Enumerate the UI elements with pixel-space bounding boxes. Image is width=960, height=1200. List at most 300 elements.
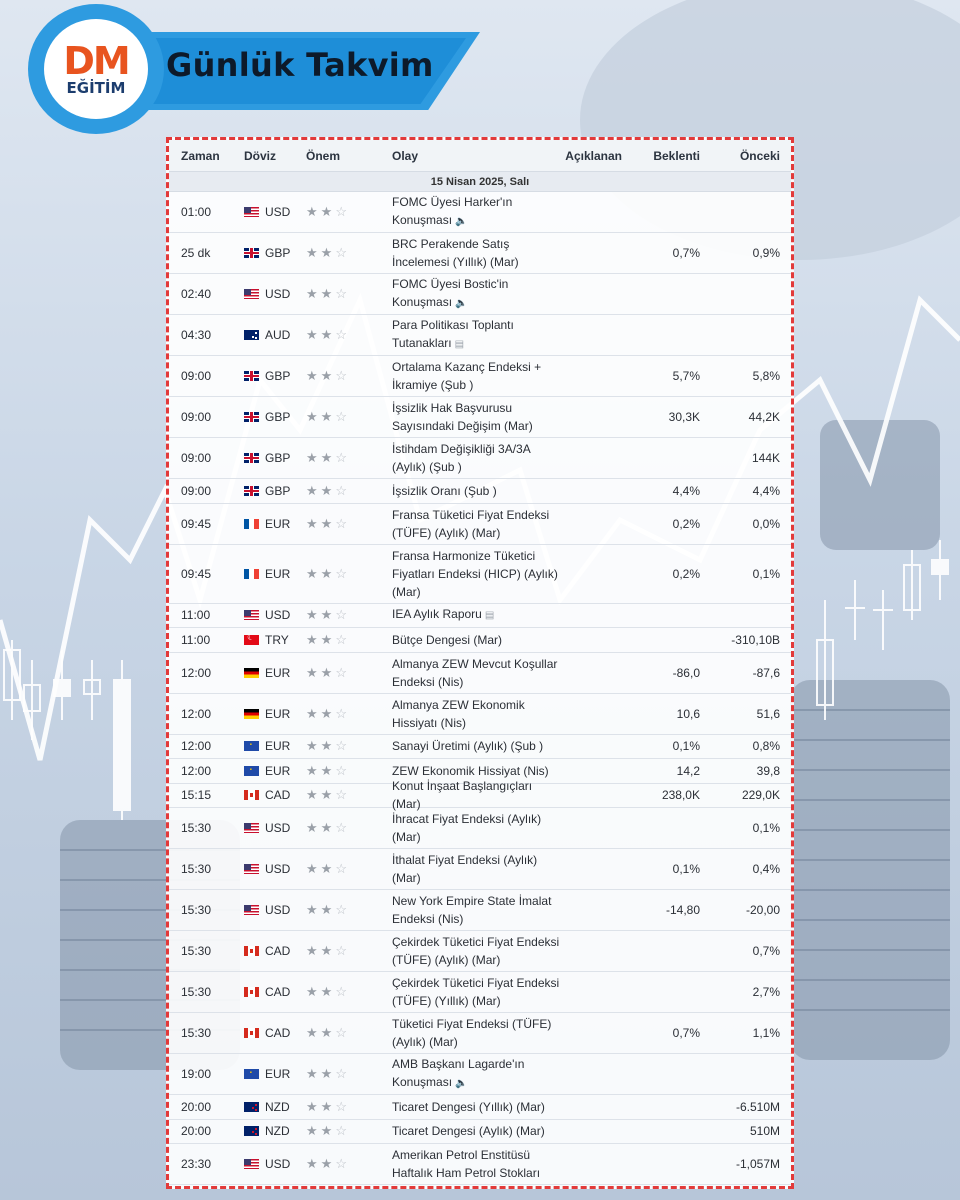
star-empty-icon: ☆ — [335, 482, 347, 498]
event-name[interactable] — [392, 737, 562, 755]
event-title[interactable]: Çekirdek Tüketici Fiyat Endeksi (TÜFE) (Yıllık) (Mar) — [392, 976, 560, 1008]
event-title[interactable]: İşsizlik Hak Başvurusu Sayısındaki Değişim (Mar) — [392, 401, 533, 433]
event-expected: 0,7% — [672, 246, 700, 260]
table-row[interactable] — [169, 1054, 791, 1095]
logo-egitim-text: EĞİTİM — [66, 79, 126, 97]
event-name[interactable] — [392, 358, 562, 394]
event-expected: 0,2% — [672, 566, 700, 581]
importance-stars — [306, 706, 392, 722]
event-expected: 0,1% — [672, 862, 700, 876]
table-row[interactable] — [169, 504, 791, 545]
usd-flag-icon — [244, 1159, 259, 1169]
star-empty-icon: ☆ — [335, 664, 347, 680]
star-filled-icon: ★ — [306, 327, 318, 342]
event-currency — [244, 633, 306, 647]
table-row[interactable] — [169, 233, 791, 274]
header-expected: Beklenti — [653, 148, 700, 163]
importance-stars — [306, 1066, 392, 1082]
event-currency — [244, 707, 306, 721]
event-currency — [244, 410, 306, 424]
importance-stars — [306, 327, 392, 343]
eu-flag-icon — [244, 1069, 259, 1079]
header-time: Zaman — [181, 148, 220, 163]
event-title[interactable]: Amerikan Petrol Enstitüsü Haftalık Ham Petrol Stokları — [392, 1148, 541, 1180]
table-row[interactable] — [169, 1120, 791, 1145]
event-name[interactable] — [392, 1055, 562, 1093]
event-currency — [244, 567, 306, 581]
cad-flag-icon — [244, 1028, 259, 1038]
star-filled-icon: ★ — [306, 1025, 318, 1040]
star-filled-icon: ★ — [306, 565, 318, 581]
table-row[interactable] — [169, 694, 791, 735]
gbp-flag-icon — [244, 486, 259, 496]
event-name[interactable] — [392, 316, 562, 354]
star-filled-icon: ★ — [306, 861, 318, 876]
event-name[interactable] — [392, 933, 562, 969]
event-previous: -1,057M — [735, 1157, 780, 1171]
event-currency — [244, 944, 306, 958]
importance-stars — [306, 1025, 392, 1041]
event-name[interactable] — [392, 1146, 562, 1182]
table-row[interactable] — [169, 972, 791, 1013]
table-row[interactable] — [169, 628, 791, 653]
table-row[interactable] — [169, 1144, 791, 1185]
event-currency — [244, 788, 306, 802]
cad-flag-icon — [244, 790, 259, 800]
star-filled-icon: ★ — [320, 738, 333, 754]
table-row[interactable] — [169, 545, 791, 604]
logo-dm-text: DM — [63, 39, 129, 83]
logo — [44, 19, 148, 119]
star-filled-icon: ★ — [320, 1098, 333, 1114]
usd-flag-icon — [244, 289, 259, 299]
table-row[interactable] — [169, 931, 791, 972]
event-previous: 0,0% — [752, 516, 780, 531]
event-name[interactable] — [392, 1122, 562, 1140]
star-empty-icon: ☆ — [335, 820, 347, 835]
event-name[interactable] — [392, 235, 562, 271]
event-expected: -14,80 — [665, 903, 700, 917]
event-previous: -6.510M — [735, 1099, 780, 1114]
event-name[interactable] — [392, 851, 562, 887]
event-title[interactable]: Çekirdek Tüketici Fiyat Endeksi (TÜFE) (Aylık) (Mar) — [392, 935, 560, 967]
currency-code: USD — [265, 862, 291, 876]
event-title[interactable]: New York Empire State İmalat Endeksi (Nis) — [392, 894, 552, 926]
event-name[interactable] — [392, 547, 562, 601]
event-previous: 4,4% — [752, 483, 780, 498]
event-currency — [244, 517, 306, 531]
importance-stars — [306, 204, 392, 220]
event-time: 12:00 — [181, 706, 212, 721]
event-title[interactable]: AMB Başkanı Lagarde'ın Konuşması — [392, 1057, 525, 1089]
table-row[interactable] — [169, 604, 791, 629]
cad-flag-icon — [244, 987, 259, 997]
importance-stars — [306, 1156, 392, 1172]
star-filled-icon: ★ — [306, 450, 318, 465]
speaker-icon: 🔈 — [455, 1078, 468, 1089]
star-filled-icon: ★ — [320, 286, 333, 301]
event-expected: 0,2% — [672, 516, 700, 531]
event-previous: 44,2K — [748, 410, 780, 424]
event-name[interactable] — [392, 810, 562, 846]
event-time: 15:30 — [181, 985, 212, 999]
header-importance: Önem — [306, 148, 341, 163]
importance-stars — [306, 566, 392, 582]
star-empty-icon: ☆ — [335, 902, 347, 917]
star-empty-icon: ☆ — [335, 1025, 347, 1040]
importance-stars — [306, 516, 392, 532]
star-filled-icon: ★ — [306, 1066, 318, 1081]
event-time: 15:30 — [181, 821, 212, 835]
event-time: 25 dk — [181, 246, 211, 260]
star-filled-icon: ★ — [306, 368, 318, 383]
event-name[interactable] — [392, 892, 562, 928]
event-title[interactable]: Ortalama Kazanç Endeksi + İkramiye (Şub ) — [392, 360, 542, 392]
star-filled-icon: ★ — [306, 409, 318, 424]
star-filled-icon: ★ — [320, 664, 333, 680]
event-name[interactable] — [392, 275, 562, 313]
event-name[interactable] — [392, 440, 562, 476]
economic-calendar-table — [166, 137, 794, 1189]
event-title[interactable]: Ticaret Dengesi (Aylık) (Mar) — [392, 1124, 545, 1139]
event-title[interactable]: IEA Aylık Raporu — [392, 607, 482, 622]
event-time: 20:00 — [181, 1099, 212, 1114]
document-icon: ▤ — [484, 610, 495, 622]
currency-code: EUR — [265, 665, 291, 680]
star-filled-icon: ★ — [320, 515, 333, 531]
event-title[interactable]: İthalat Fiyat Endeksi (Aylık) (Mar) — [392, 853, 538, 885]
currency-code: TRY — [265, 632, 289, 647]
event-previous: 2,7% — [752, 985, 780, 999]
event-time: 15:30 — [181, 944, 212, 958]
star-filled-icon: ★ — [320, 820, 333, 835]
event-title[interactable]: Sanayi Üretimi (Aylık) (Şub ) — [392, 739, 544, 754]
star-filled-icon: ★ — [320, 204, 333, 219]
cad-flag-icon — [244, 946, 259, 956]
star-filled-icon: ★ — [320, 762, 333, 778]
star-filled-icon: ★ — [306, 607, 318, 623]
page-title: Günlük Takvim — [166, 46, 434, 84]
event-time: 01:00 — [181, 205, 212, 219]
star-filled-icon: ★ — [306, 705, 318, 721]
importance-stars — [306, 607, 392, 623]
speaker-icon: 🔈 — [455, 298, 468, 309]
table-row[interactable] — [169, 438, 791, 479]
currency-code: GBP — [265, 369, 291, 383]
star-empty-icon: ☆ — [335, 409, 347, 424]
header-event: Olay — [392, 148, 419, 163]
event-currency — [244, 451, 306, 465]
importance-stars — [306, 409, 392, 425]
event-name[interactable] — [392, 399, 562, 435]
event-expected: 14,2 — [676, 763, 700, 778]
star-empty-icon: ☆ — [335, 286, 347, 301]
star-filled-icon: ★ — [320, 1123, 333, 1139]
star-filled-icon: ★ — [320, 1156, 333, 1171]
event-previous: 0,9% — [752, 246, 780, 260]
event-time: 15:15 — [181, 788, 212, 803]
event-title[interactable]: Ticaret Dengesi (Yıllık) (Mar) — [392, 1099, 545, 1114]
star-empty-icon: ☆ — [335, 1123, 347, 1139]
currency-code: CAD — [265, 944, 291, 958]
star-filled-icon: ★ — [306, 286, 318, 301]
importance-stars — [306, 984, 392, 1000]
event-currency — [244, 1157, 306, 1171]
star-empty-icon: ☆ — [335, 631, 347, 647]
star-filled-icon: ★ — [320, 607, 333, 623]
star-filled-icon: ★ — [306, 902, 318, 917]
star-filled-icon: ★ — [320, 1025, 333, 1040]
event-title[interactable]: Almanya ZEW Mevcut Koşullar Endeksi (Nis) — [392, 656, 558, 689]
currency-code: USD — [265, 1157, 291, 1171]
table-row[interactable] — [169, 1095, 791, 1120]
star-filled-icon: ★ — [306, 984, 318, 999]
date-row: 15 Nisan 2025, Salı — [169, 172, 791, 192]
event-title[interactable]: FOMC Üyesi Harker'ın Konuşması — [392, 195, 513, 227]
star-empty-icon: ☆ — [335, 705, 347, 721]
currency-code: GBP — [265, 246, 291, 260]
importance-stars — [306, 820, 392, 836]
speaker-icon: 🔈 — [455, 216, 468, 227]
star-filled-icon: ★ — [306, 943, 318, 958]
event-expected: 238,0K — [661, 788, 700, 803]
event-name[interactable] — [392, 696, 562, 732]
importance-stars — [306, 1123, 392, 1139]
star-empty-icon: ☆ — [335, 245, 347, 260]
event-currency — [244, 739, 306, 753]
event-name[interactable] — [392, 777, 562, 813]
importance-stars — [306, 1099, 392, 1115]
event-time: 19:00 — [181, 1067, 212, 1081]
event-previous: 229,0K — [741, 788, 780, 803]
event-name[interactable] — [392, 506, 562, 542]
event-time: 09:00 — [181, 369, 212, 383]
star-filled-icon: ★ — [306, 1156, 318, 1171]
event-time: 09:00 — [181, 483, 212, 498]
event-currency — [244, 1067, 306, 1081]
eu-flag-icon — [244, 766, 259, 776]
usd-flag-icon — [244, 864, 259, 874]
table-header — [169, 140, 791, 172]
event-time: 15:30 — [181, 903, 212, 917]
currency-code: USD — [265, 205, 291, 219]
fr-flag-icon — [244, 519, 259, 529]
gbp-flag-icon — [244, 453, 259, 463]
usd-flag-icon — [244, 823, 259, 833]
event-previous: 51,6 — [756, 706, 780, 721]
event-currency — [244, 903, 306, 917]
header-currency: Döviz — [244, 148, 277, 163]
event-title[interactable]: Fransa Tüketici Fiyat Endeksi (TÜFE) (Aylık) (Mar) — [392, 507, 550, 540]
star-empty-icon: ☆ — [335, 1098, 347, 1114]
currency-code: EUR — [265, 739, 291, 754]
star-empty-icon: ☆ — [335, 762, 347, 778]
event-title[interactable]: İstihdam Değişikliği 3A/3A (Aylık) (Şub ) — [392, 442, 531, 474]
importance-stars — [306, 368, 392, 384]
star-filled-icon: ★ — [306, 738, 318, 754]
eu-flag-icon — [244, 741, 259, 751]
gbp-flag-icon — [244, 248, 259, 258]
event-previous: 5,8% — [752, 369, 780, 383]
event-currency — [244, 821, 306, 835]
star-empty-icon: ☆ — [335, 738, 347, 754]
event-expected: 30,3K — [668, 410, 700, 424]
event-name[interactable] — [392, 1098, 562, 1116]
star-filled-icon: ★ — [320, 705, 333, 721]
star-filled-icon: ★ — [306, 204, 318, 219]
event-name[interactable] — [392, 1015, 562, 1051]
nzd-flag-icon — [244, 1102, 259, 1112]
event-expected: 10,6 — [676, 706, 700, 721]
event-title[interactable]: ZEW Ekonomik Hissiyat (Nis) — [392, 763, 549, 778]
logo-badge — [28, 4, 164, 134]
event-title[interactable]: BRC Perakende Satış İncelemesi (Yıllık) (Mar) — [392, 237, 519, 269]
event-title[interactable]: İhracat Fiyat Endeksi (Aylık) (Mar) — [392, 812, 542, 844]
aud-flag-icon — [244, 330, 259, 340]
event-previous: 1,1% — [752, 1026, 780, 1040]
table-row[interactable] — [169, 192, 791, 233]
event-time: 11:00 — [181, 608, 211, 623]
table-row[interactable] — [169, 1013, 791, 1054]
event-title[interactable]: Fransa Harmonize Tüketici Fiyatları Endeksi (HICP) (Aylık) (Mar) — [392, 548, 558, 599]
event-previous: -87,6 — [752, 665, 780, 680]
event-title[interactable]: Tüketici Fiyat Endeksi (TÜFE) (Aylık) (Mar) — [392, 1017, 552, 1049]
importance-stars — [306, 787, 392, 803]
currency-code: AUD — [265, 328, 291, 342]
currency-code: USD — [265, 821, 291, 835]
star-filled-icon: ★ — [320, 450, 333, 465]
star-filled-icon: ★ — [320, 943, 333, 958]
currency-code: NZD — [265, 1124, 290, 1139]
currency-code: NZD — [265, 1099, 290, 1114]
table-row[interactable] — [169, 397, 791, 438]
event-name[interactable] — [392, 193, 562, 231]
star-empty-icon: ☆ — [335, 861, 347, 876]
star-filled-icon: ★ — [320, 631, 333, 647]
event-name[interactable] — [392, 655, 562, 691]
event-previous: 144K — [751, 451, 780, 465]
star-filled-icon: ★ — [320, 245, 333, 260]
event-time: 09:45 — [181, 516, 212, 531]
currency-code: GBP — [265, 451, 291, 465]
star-empty-icon: ☆ — [335, 607, 347, 623]
importance-stars — [306, 286, 392, 302]
event-expected: 0,7% — [672, 1026, 700, 1040]
event-currency — [244, 205, 306, 219]
event-time: 20:00 — [181, 1124, 212, 1139]
event-expected: 4,4% — [672, 483, 700, 498]
importance-stars — [306, 483, 392, 499]
title-banner — [110, 32, 480, 110]
table-row[interactable] — [169, 274, 791, 315]
star-filled-icon: ★ — [306, 1098, 318, 1114]
table-row[interactable] — [169, 479, 791, 504]
event-time: 12:00 — [181, 739, 212, 754]
importance-stars — [306, 763, 392, 779]
event-time: 09:45 — [181, 566, 212, 581]
event-currency — [244, 287, 306, 301]
star-filled-icon: ★ — [306, 664, 318, 680]
event-previous: -20,00 — [745, 903, 780, 917]
star-empty-icon: ☆ — [335, 1156, 347, 1171]
event-title[interactable]: İşsizlik Oranı (Şub ) — [392, 483, 497, 498]
event-title[interactable]: Almanya ZEW Ekonomik Hissiyatı (Nis) — [392, 697, 525, 730]
event-previous: 0,8% — [752, 739, 780, 754]
event-title[interactable]: Para Politikası Toplantı Tutanakları — [392, 318, 514, 350]
event-currency — [244, 484, 306, 498]
table-body — [169, 192, 791, 1185]
table-row[interactable] — [169, 890, 791, 931]
header-previous: Önceki — [739, 148, 780, 163]
event-previous: 0,1% — [752, 821, 780, 835]
table-row[interactable] — [169, 735, 791, 760]
currency-code: EUR — [265, 763, 291, 778]
table-row[interactable] — [169, 653, 791, 694]
star-empty-icon: ☆ — [335, 565, 347, 581]
event-currency — [244, 1100, 306, 1114]
currency-code: CAD — [265, 1026, 291, 1040]
currency-code: USD — [265, 608, 291, 623]
event-previous: 510M — [749, 1124, 780, 1139]
event-title[interactable]: Bütçe Dengesi (Mar) — [392, 632, 503, 647]
event-name[interactable] — [392, 974, 562, 1010]
event-title[interactable]: Konut İnşaat Başlangıçları (Mar) — [392, 779, 533, 812]
importance-stars — [306, 632, 392, 648]
event-title[interactable]: FOMC Üyesi Bostic'in Konuşması — [392, 277, 509, 309]
star-filled-icon: ★ — [306, 515, 318, 531]
table-row[interactable] — [169, 315, 791, 356]
event-previous: -310,10B — [731, 632, 780, 647]
star-empty-icon: ☆ — [335, 515, 347, 531]
table-row[interactable] — [169, 808, 791, 849]
event-previous: 39,8 — [756, 763, 780, 778]
event-time: 12:00 — [181, 763, 212, 778]
usd-flag-icon — [244, 207, 259, 217]
event-currency — [244, 764, 306, 778]
de-flag-icon — [244, 709, 259, 719]
event-currency — [244, 1124, 306, 1138]
event-currency — [244, 328, 306, 342]
event-time: 02:40 — [181, 287, 212, 301]
star-filled-icon: ★ — [320, 409, 333, 424]
event-time: 11:00 — [181, 632, 211, 647]
event-expected: 0,1% — [672, 739, 700, 754]
event-currency — [244, 246, 306, 260]
importance-stars — [306, 245, 392, 261]
event-currency — [244, 369, 306, 383]
star-empty-icon: ☆ — [335, 368, 347, 383]
event-currency — [244, 985, 306, 999]
table-row[interactable] — [169, 356, 791, 397]
event-name[interactable] — [392, 482, 562, 500]
table-row[interactable] — [169, 779, 791, 812]
star-filled-icon: ★ — [306, 820, 318, 835]
star-empty-icon: ☆ — [335, 327, 347, 342]
event-name[interactable] — [392, 605, 562, 625]
importance-stars — [306, 943, 392, 959]
currency-code: USD — [265, 287, 291, 301]
currency-code: CAD — [265, 788, 291, 803]
event-expected: 5,7% — [672, 369, 700, 383]
event-time: 04:30 — [181, 328, 212, 342]
star-empty-icon: ☆ — [335, 1066, 347, 1081]
event-expected: -86,0 — [672, 665, 700, 680]
table-row[interactable] — [169, 849, 791, 890]
try-flag-icon — [244, 635, 259, 645]
event-name[interactable] — [392, 631, 562, 649]
star-filled-icon: ★ — [306, 631, 318, 647]
star-filled-icon: ★ — [320, 565, 333, 581]
